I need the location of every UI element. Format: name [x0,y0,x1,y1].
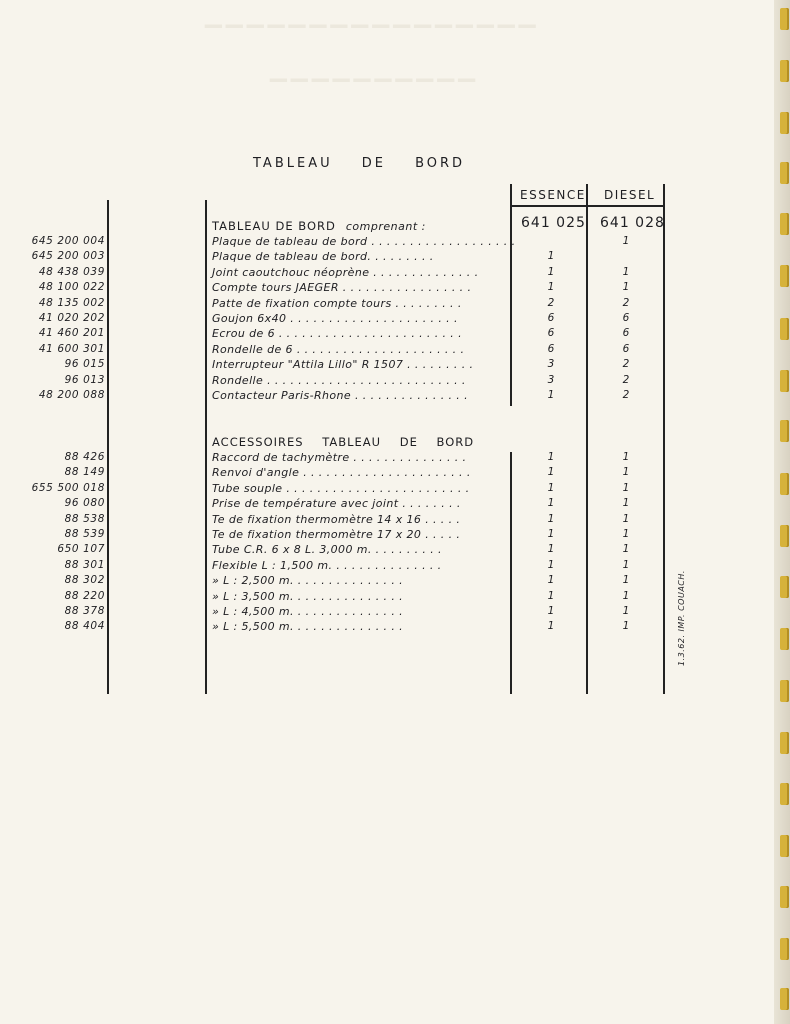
part-reference: 88 404 [64,620,105,633]
essence-quantity: 2 [547,296,555,309]
part-reference: 41 460 201 [38,327,105,340]
diesel-quantity: 1 [622,574,630,587]
table-row [0,374,700,389]
table-row [0,466,700,481]
part-reference: 88 301 [64,558,105,571]
essence-quantity: 1 [547,528,555,540]
part-description: Joint caoutchouc néoprène . . . . . . . . . . . . . . [212,265,479,279]
diesel-quantity: 1 [622,512,630,525]
section-title-text: TABLEAU DE BORD [212,219,336,233]
part-reference: 48 200 088 [38,389,105,401]
part-description: Rondelle de 6 . . . . . . . . . . . . . . . . . . . . . . [212,342,465,356]
part-description: Ecrou de 6 . . . . . . . . . . . . . . . . . . . . . . . . [212,327,462,341]
table-row [0,235,700,250]
part-reference: 41 020 202 [38,312,105,324]
essence-quantity: 3 [547,373,555,386]
part-reference: 88 302 [64,574,105,587]
diesel-quantity: 2 [622,389,630,401]
essence-quantity: 3 [547,358,555,371]
part-reference: 88 539 [64,528,105,540]
essence-quantity: 1 [547,250,555,263]
diesel-quantity: 1 [622,466,630,479]
diesel-quantity: 1 [622,543,630,556]
part-reference: 88 220 [64,589,105,602]
table-row [0,620,700,635]
part-description: » L : 5,500 m. . . . . . . . . . . . . . . [212,620,404,634]
column-header-essence: ESSENCE [520,188,586,202]
table-row [0,590,700,605]
diesel-quantity: 1 [622,481,630,494]
essence-quantity: 1 [547,389,555,401]
part-reference: 48 100 022 [38,281,105,294]
part-reference: 88 378 [64,605,105,617]
diesel-quantity: 1 [622,589,630,602]
essence-quantity: 6 [547,327,555,340]
diesel-quantity: 1 [622,558,630,571]
table-row [0,543,700,558]
diesel-quantity: 1 [622,265,630,278]
column-header-diesel: DIESEL [604,188,656,202]
diesel-quantity: 1 [622,451,630,463]
page-title: TABLEAU DE BORD [253,156,466,171]
part-reference: 650 107 [57,543,105,556]
part-reference: 41 600 301 [38,342,105,355]
essence-quantity: 1 [547,543,555,556]
table-row [0,482,700,497]
part-description: Te de fixation thermomètre 14 x 16 . . . . . [212,512,461,526]
part-description: Rondelle . . . . . . . . . . . . . . . . . . . . . . . . . . [212,373,466,387]
essence-quantity: 6 [547,342,555,355]
part-reference: 88 426 [64,451,105,463]
essence-quantity: 1 [547,620,555,633]
diesel-part-number: 641 028 [600,215,665,231]
table-row [0,559,700,574]
table-row [0,343,700,358]
table-row [0,327,700,342]
table-row [0,574,700,589]
part-reference: 88 149 [64,466,105,479]
part-description: Flexible L : 1,500 m. . . . . . . . . . . . . . . [212,558,442,572]
part-description: Renvoi d'angle . . . . . . . . . . . . . . . . . . . . . . [212,466,471,480]
part-reference: 96 080 [64,497,105,510]
diesel-quantity: 1 [622,281,630,294]
table-row [0,281,700,296]
spiral-binding [774,0,790,1024]
part-reference: 655 500 018 [31,481,105,494]
table-row [0,297,700,312]
part-reference: 96 015 [64,358,105,371]
part-description: Interrupteur "Attila Lillo" R 1507 . . . . . . . . . [212,358,474,372]
part-reference: 88 538 [64,512,105,525]
bleed-through-decoration: ▁▁▁▁▁▁▁▁▁▁▁▁▁▁▁▁ [205,24,540,49]
essence-quantity: 1 [547,466,555,479]
table-row [0,312,700,327]
table-row [0,605,700,620]
part-reference: 645 200 004 [31,235,105,247]
diesel-quantity: 6 [622,327,630,340]
part-description: Goujon 6x40 . . . . . . . . . . . . . . . . . . . . . . [212,312,458,325]
part-description: » L : 4,500 m. . . . . . . . . . . . . . . [212,605,404,618]
part-reference: 48 135 002 [38,296,105,309]
essence-quantity: 1 [547,558,555,571]
table-row [0,250,700,265]
diesel-quantity: 1 [622,235,630,247]
part-reference: 48 438 039 [38,265,105,278]
part-description: Patte de fixation compte tours . . . . . . . . . [212,296,462,310]
section-title-accessoires: ACCESSOIRES TABLEAU DE BORD [212,435,475,449]
diesel-quantity: 1 [622,605,630,617]
part-description: Tube C.R. 6 x 8 L. 3,000 m. . . . . . . . . . [212,543,442,557]
table-row [0,266,700,281]
table-row [0,451,700,466]
essence-quantity: 1 [547,281,555,294]
part-description: Tube souple . . . . . . . . . . . . . . . . . . . . . . . . [212,481,470,495]
part-reference: 645 200 003 [31,250,105,263]
diesel-quantity: 6 [622,312,630,324]
diesel-quantity: 2 [622,296,630,309]
part-description: Plaque de tableau de bord. . . . . . . . . [212,250,434,264]
essence-quantity: 1 [547,265,555,278]
part-reference: 96 013 [64,373,105,386]
essence-quantity: 1 [547,481,555,494]
diesel-quantity: 2 [622,373,630,386]
essence-quantity: 1 [547,574,555,587]
essence-part-number: 641 025 [521,215,586,231]
essence-quantity: 1 [547,512,555,525]
diesel-quantity: 2 [622,358,630,371]
table-row [0,528,700,543]
bleed-through-decoration-2: ▁▁▁▁▁▁▁▁▁▁ [270,78,480,103]
diesel-quantity: 6 [622,342,630,355]
part-description: Compte tours JAEGER . . . . . . . . . . . . . . . . . [212,281,472,295]
essence-quantity: 1 [547,605,555,617]
part-description: Te de fixation thermomètre 17 x 20 . . . . . [212,528,461,541]
part-description: Prise de température avec joint . . . . . . . . [212,497,461,511]
printer-note: 1.3.62. IMP. COUACH. [677,570,686,666]
essence-quantity: 1 [547,451,555,463]
essence-quantity: 6 [547,312,555,324]
part-description: Contacteur Paris-Rhone . . . . . . . . . . . . . . . [212,389,468,402]
part-description: » L : 2,500 m. . . . . . . . . . . . . . . [212,574,404,588]
diesel-quantity: 1 [622,497,630,510]
part-description: Plaque de tableau de bord . . . . . . . . . . . . . . . . . . . [212,235,516,248]
section-title-tableau [212,219,426,233]
essence-quantity: 1 [547,589,555,602]
table-row [0,389,700,404]
part-description: » L : 3,500 m. . . . . . . . . . . . . . . [212,589,404,603]
table-row [0,497,700,512]
table-row [0,358,700,373]
part-description: Raccord de tachymètre . . . . . . . . . . . . . . . [212,451,467,464]
essence-quantity: 1 [547,497,555,510]
header-underline [512,205,664,207]
table-row [0,513,700,528]
section-subtitle: comprenant : [345,220,426,233]
diesel-quantity: 1 [622,620,630,633]
diesel-quantity: 1 [622,528,630,540]
